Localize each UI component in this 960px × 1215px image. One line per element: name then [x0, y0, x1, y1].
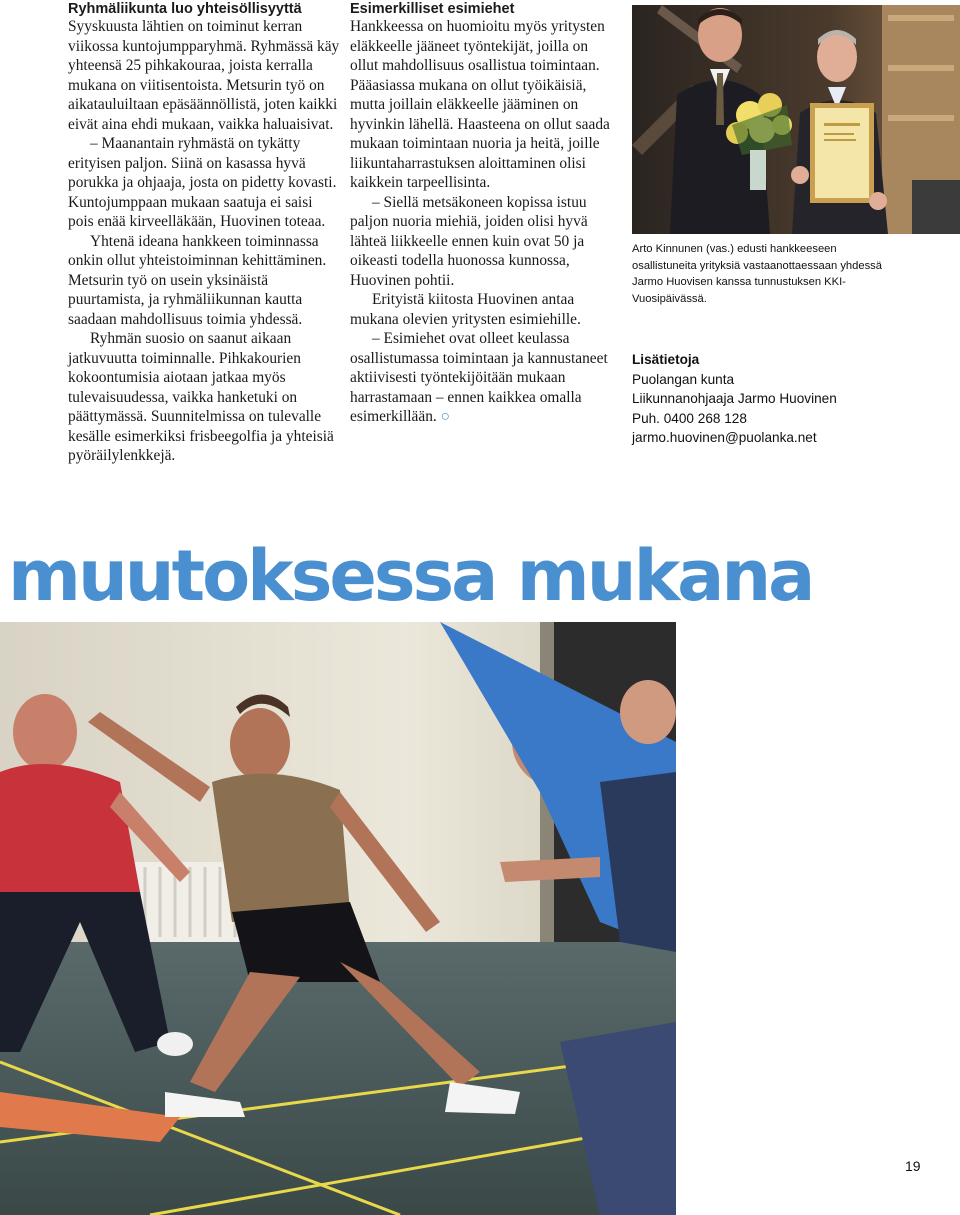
end-mark-icon: ○ [440, 408, 450, 425]
info-line-municipality: Puolangan kunta [632, 371, 735, 387]
info-title: Lisätietoja [632, 352, 700, 367]
paragraph: Erityistä kiitosta Huovinen antaa mukana olevien yritysten esimiehille. [350, 291, 581, 328]
paragraph: Yhtenä ideana hankkeen toiminnassa onkin ollut yhteistoiminnan kehittäminen. Metsurin työ on usein yksinäistä puurtamista, ja ryhmäliikunnan kautta saadaan mahdollisuus toimia yhdessä. [68, 232, 327, 328]
info-line-contact-person: Liikunnanohjaaja Jarmo Huovinen [632, 391, 837, 406]
page-number: 19 [905, 1158, 921, 1174]
article-column-1 [68, 0, 340, 466]
paragraph: Hankkeessa on huomioitu myös yritysten eläkkeelle jääneet työntekijät, joilla on ollut mahdollisuus osallistua toimintaan. Pääasiassa mukana on ollut työikäisiä, mutta joillain eläkkeelle jääminen on hyvinkin lähellä. Haasteena on ollut saada mukaan toimintaan nuoria ja heitä, joille liikuntaharrastuksen aloittaminen olisi kaikkein tarpeellisinta. [350, 18, 610, 191]
info-box [632, 350, 932, 448]
paragraph [350, 329, 612, 427]
photo-caption: Arto Kinnunen (vas.) edusti hankkeeseen osallistuneita yrityksiä vastaanottaessaan yhdessä Jarmo Huovisen kanssa tunnustuksen KKI-Vuosipäivässä. [632, 243, 882, 305]
exercise-photo-image [0, 622, 676, 1215]
article-column-2 [350, 0, 612, 427]
paragraph: Ryhmän suosio on saanut aikaan jatkuvuutta toiminnalle. Pihkakourien kokoontumisia aiotaan jatkaa myös tulevaisuudessa, vaikka hanketuki on päättymässä. Suunnitelmissa on tulevalle kesälle esimerkiksi frisbeegolfia ja yhteisiä pyöräilylenkkejä. [68, 330, 334, 464]
info-line-email[interactable]: jarmo.huovinen@puolanka.net [632, 430, 817, 445]
paragraph: – Maanantain ryhmästä on tykätty erityisen paljon. Siinä on kasassa hyvä porukka ja ohjaaja, josta on pidetty kovasti. Kuntojumppaan mukaan saatuja ei saisi pois enää kirveelläkään, Huovinen toteaa. [68, 135, 337, 230]
exercise-photo [0, 622, 676, 1215]
paragraph-text: – Esimiehet ovat olleet keulassa osallistumassa toimintaan ja kannustaneet aktiivisesti työntekijöitään mukaan harrastamaan – ennen kaikkea omalla esimerkillään. [350, 330, 608, 425]
award-photo [632, 5, 960, 234]
award-photo-image [632, 5, 960, 234]
section-heading-group-exercise: Ryhmäliikunta luo yhteisöllisyyttä [68, 1, 302, 17]
section-heading-managers: Esimerkilliset esimiehet [350, 1, 515, 17]
page-title: muutoksessa mukana [8, 535, 813, 617]
paragraph: – Siellä metsäkoneen kopissa istuu paljon nuoria miehiä, joiden olisi hyvä lähteä liikkeelle ennen kuin ovat 50 ja oikeasti todella huonossa kunnossa, Huovinen pohtii. [350, 193, 588, 289]
paragraph: Syyskuusta lähtien on toiminut kerran viikossa kuntojumpparyhmä. Ryhmässä käy yhteensä 25 pihkakouraa, joista kerralla mukana on viitisentoista. Metsurin työ on aikatauluiltaan epäsäännöllistä, joten kaikki eivät aina ehdi mukaan, vaikka haluaisivat. [68, 18, 340, 133]
info-line-phone: Puh. 0400 268 128 [632, 410, 747, 426]
